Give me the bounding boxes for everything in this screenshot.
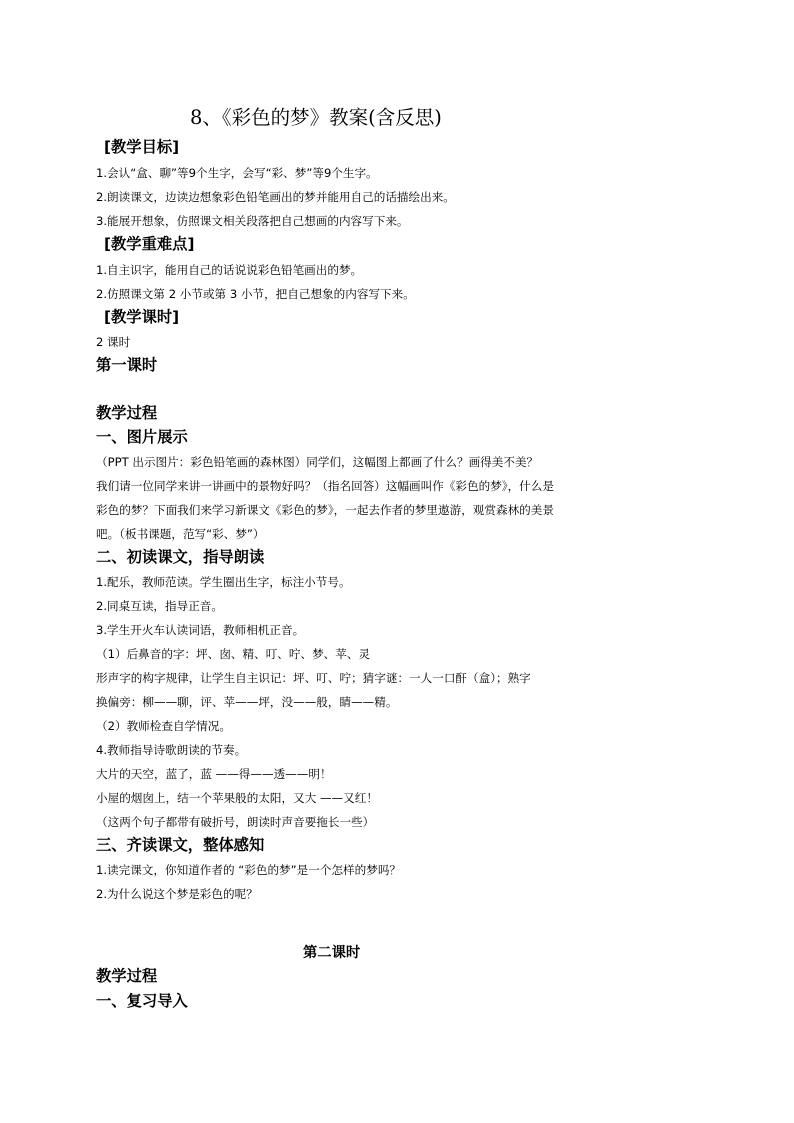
lesson1-section2-heading: 二、初读课文，指导朗读 [96, 548, 265, 566]
key-point-item: 1.自主识字，能用自己的话说说彩色铅笔画出的梦。 [96, 263, 363, 277]
body-line: 大片的天空，蓝了，蓝 ——得——透——明！ [96, 767, 332, 781]
body-line: 换偏旁：柳——聊，评、苹——坪，没——般，睛——精。 [96, 695, 398, 709]
document-title: 8、《彩色的梦》教案(含反思) [190, 106, 442, 129]
body-line: 2.为什么说这个梦是彩色的呢？ [96, 887, 258, 901]
section-heading-key-points: [教学重难点] [104, 235, 195, 253]
goal-item: 3.能展开想象，仿照课文相关段落把自己想画的内容写下来。 [96, 214, 409, 228]
body-line: 4.教师指导诗歌朗读的节奏。 [96, 743, 247, 757]
section-heading-hours: [教学课时] [104, 308, 180, 326]
lesson2-section1-heading: 一、复习导入 [96, 992, 188, 1010]
body-line: （PPT 出示图片：彩色铅笔画的森林图）同学们，这幅图上都画了什么？画得美不美？ [96, 455, 539, 469]
goal-item: 1.会认“盒、聊”等9个生字，会写“彩、梦”等9个生字。 [96, 166, 378, 180]
lesson1-heading: 第一课时 [96, 356, 158, 374]
goal-item: 2.朗读课文，边读边想象彩色铅笔画出的梦并能用自己的话描绘出来。 [96, 190, 455, 204]
body-line: 吧。（板书课题，范写“彩、梦”） [96, 527, 265, 541]
body-line: 我们请一位同学来讲一讲画中的景物好吗？（指名回答）这幅画叫作《彩色的梦》，什么是 [96, 479, 554, 493]
section-heading-goals: [教学目标] [104, 138, 180, 156]
body-line: （1）后鼻音的字：坪、囱、精、叮、咛、梦、苹、灵 [96, 647, 371, 661]
body-line: （这两个句子都带有破折号，朗读时声音要拖长一些） [96, 815, 375, 829]
body-line: 彩色的梦？下面我们来学习新课文《彩色的梦》，一起去作者的梦里遨游，观赏森林的美景 [96, 503, 554, 517]
body-line: 1.配乐，教师范读。学生圈出生字，标注小节号。 [96, 575, 351, 589]
key-point-item: 2.仿照课文第 2 小节或第 3 小节，把自己想象的内容写下来。 [96, 287, 415, 301]
body-line: 2.同桌互读，指导正音。 [96, 599, 223, 613]
body-line: 1.读完课文，你知道作者的 “彩色的梦”是一个怎样的梦吗？ [96, 863, 402, 877]
hours-value: 2 课时 [96, 335, 131, 349]
body-line: 形声字的构字规律，让学生自主识记：坪、叮、咛；猜字谜：一人一口酐（盒）；熟字 [96, 671, 531, 685]
body-line: 小屋的烟囱上，结一个苹果般的太阳，又大 ——又红！ [96, 791, 378, 805]
body-line: 3.学生开火车认读词语，教师相机正音。 [96, 623, 305, 637]
body-line: （2）教师检查自学情况。 [96, 719, 231, 733]
lesson1-section3-heading: 三、齐读课文，整体感知 [96, 836, 265, 854]
lesson1-section1-heading: 一、图片展示 [96, 428, 188, 446]
lesson2-heading: 第二课时 [303, 945, 361, 961]
lesson1-process-heading: 教学过程 [96, 404, 158, 422]
lesson2-process-heading: 教学过程 [96, 967, 158, 985]
